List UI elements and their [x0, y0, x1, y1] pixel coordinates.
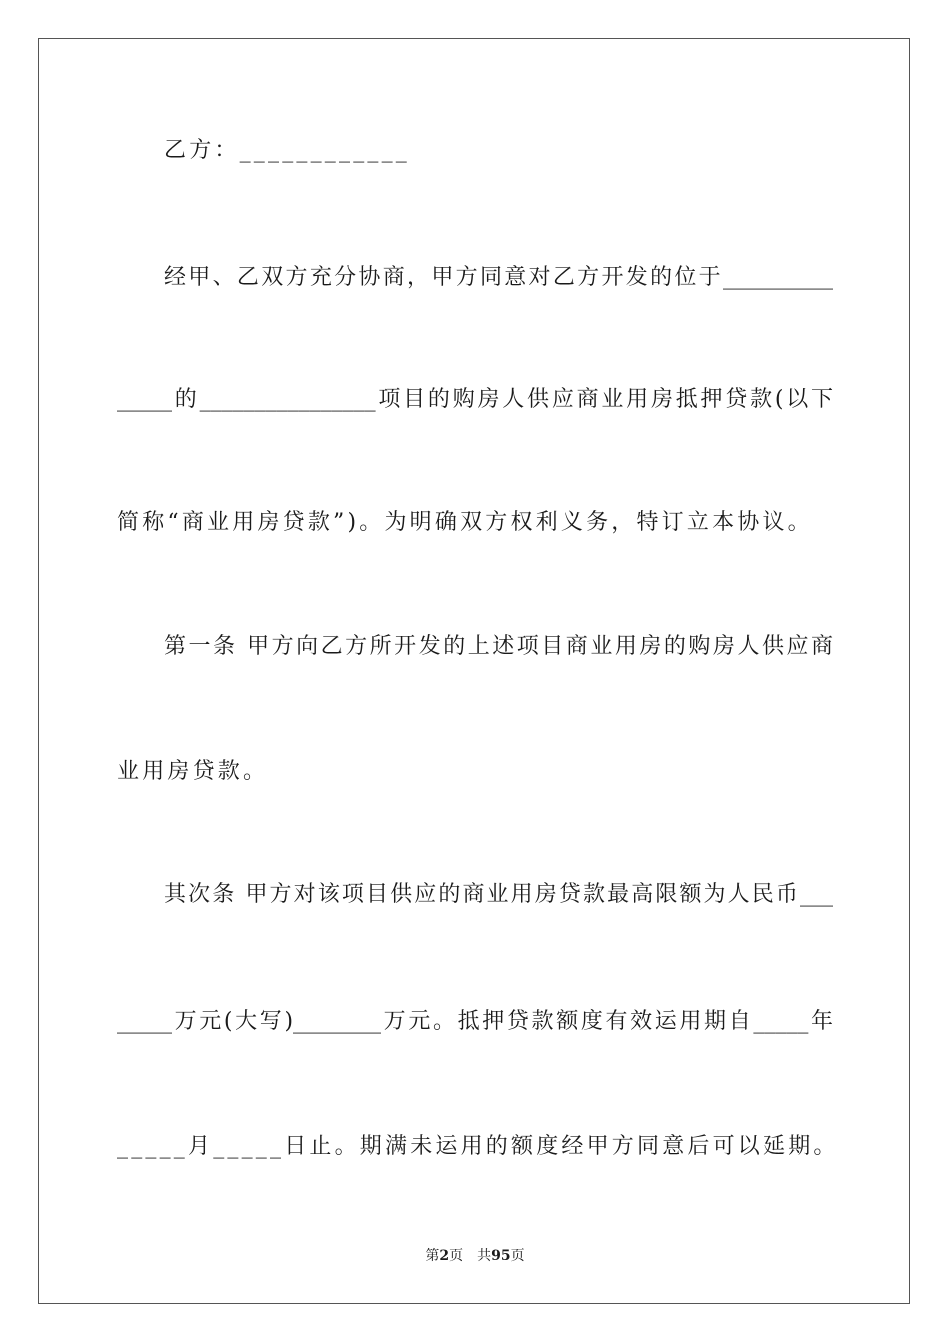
- party-b-line: 乙方：____________: [164, 138, 411, 163]
- article-one-line: 第一条 甲方向乙方所开发的上述项目商业用房的购房人供应商: [164, 634, 833, 659]
- total-prefix: 共: [477, 1248, 492, 1264]
- page-number: 2: [439, 1248, 450, 1264]
- paragraph-line: 经甲、乙双方充分协商，甲方同意对乙方开发的位于__________: [164, 265, 833, 290]
- page-suffix: 页: [449, 1248, 464, 1264]
- article-two-line: 其次条 甲方对该项目供应的商业用房贷款最高限额为人民币___: [164, 882, 833, 907]
- page-footer: [0, 1246, 950, 1266]
- page-prefix: 第: [425, 1248, 440, 1264]
- page-border: [38, 38, 910, 1304]
- paragraph-line: _____万元(大写)________万元。抵押贷款额度有效运用期自_____年: [117, 1009, 833, 1034]
- paragraph-line: _____的________________项目的购房人供应商业用房抵押贷款(以下: [117, 387, 833, 412]
- total-pages: 95: [491, 1248, 511, 1264]
- paragraph-line: 简称“商业用房贷款”)。为明确双方权利义务，特订立本协议。: [117, 510, 813, 535]
- paragraph-line: 业用房贷款。: [117, 759, 269, 784]
- total-suffix: 页: [510, 1248, 525, 1264]
- paragraph-line: _____月_____日止。期满未运用的额度经甲方同意后可以延期。: [117, 1134, 839, 1159]
